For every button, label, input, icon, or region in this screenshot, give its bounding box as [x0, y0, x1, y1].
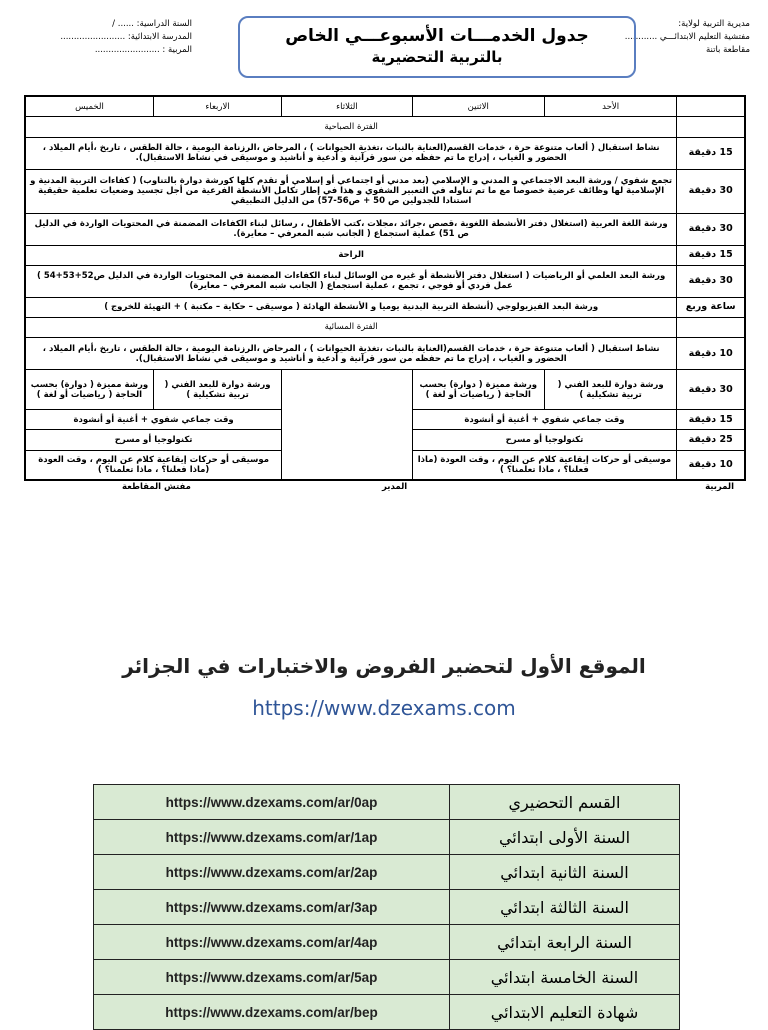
- day-tuesday: الثلاثاء: [282, 96, 412, 117]
- row-duration: 10 دقيقة: [677, 450, 745, 480]
- row-duration: 30 دقيقة: [677, 370, 745, 410]
- level-url-link[interactable]: https://www.dzexams.com/ar/0ap: [94, 785, 450, 820]
- title-line-2: بالتربية التحضيرية: [371, 48, 503, 66]
- signature-director: المدير: [382, 482, 408, 492]
- table-row: [94, 995, 680, 1030]
- row-duration: 10 دقيقة: [677, 338, 745, 370]
- header-school-name: المدرسة الابتدائية: ........................: [60, 32, 192, 42]
- title-line-1: جدول الخدمـــات الأسبوعـــي الخاص: [285, 26, 589, 46]
- day-wednesday: الاربعاء: [153, 96, 281, 117]
- day-thursday: الخميس: [25, 96, 153, 117]
- row-duration: ساعة وربع: [677, 297, 745, 317]
- signature-inspector: مفتش المقاطعة: [122, 482, 191, 492]
- table-row: [94, 925, 680, 960]
- header-admin-info: [625, 18, 750, 57]
- header-teacher: المربية : ........................: [94, 45, 192, 55]
- row-duration: 15 دقيقة: [677, 245, 745, 265]
- special-workshop-monday: ورشة مميزة ( دوارة) بحسب الحاجة ( رياضيات أو لغة ): [412, 370, 544, 410]
- table-row: [94, 820, 680, 855]
- signature-teacher: المربية: [705, 482, 734, 492]
- level-url-link[interactable]: https://www.dzexams.com/ar/3ap: [94, 890, 450, 925]
- level-url-link[interactable]: https://www.dzexams.com/ar/4ap: [94, 925, 450, 960]
- morning-period-label: الفترة الصباحية: [25, 117, 677, 137]
- technology-wed-thu: تكنولوجيا أو مسرح: [25, 430, 282, 450]
- science-math-workshop: ورشة البعد العلمي أو الرياضيات ( استغلال دفتر الأنشطة أو غيره من الوسائل لبناء الكفاءات المضمنة في المحتويات الواردة في الدليل ص52+53+54 ) عمل فردي أو فوجي ، تجمع ، عملية استجماع ( الجانب شبه المعرفي – معايرة): [25, 265, 677, 297]
- physiological-workshop: ورشة البعد الفيزيولوجي (أنشطة التربية البدنية يوميا و الأنشطة الهادئة ( موسيقى – حكاية – مكتبة ) + التهيئة للخروج ): [25, 297, 677, 317]
- level-label: السنة الثانية ابتدائي: [450, 855, 680, 890]
- header-inspectorate: مفتشية التعليم الابتدائـــي ............: [624, 32, 750, 42]
- weekly-schedule-table: [24, 95, 746, 481]
- site-url-link[interactable]: https://www.dzexams.com: [252, 696, 516, 720]
- day-sunday: الأحد: [544, 96, 676, 117]
- row-duration: 30 دقيقة: [677, 265, 745, 297]
- table-row: [94, 785, 680, 820]
- level-label: شهادة التعليم الابتدائي: [450, 995, 680, 1030]
- empty-cell: [677, 117, 745, 137]
- row-duration: 25 دقيقة: [677, 430, 745, 450]
- special-workshop-thursday: ورشة مميزة ( دوارة) بحسب الحاجة ( رياضيات أو لغة ): [25, 370, 153, 410]
- oral-gathering-workshop: تجمع شفوي / ورشة البعد الاجتماعي و المدني و الإسلامي (بعد مدني أو اجتماعي أو إسلامي أو تقدم كلها كورشة دوارة بالتناوب) ( كفاءات التربية المدنية و الإسلامية لها وظائف عرضية خصوصا مع ما تم تناوله في التعبير الشفوي و هذا في إطار تكامل الأنشطة الفرعية من أجل تجسيد وضعيات تعلمية حقيقية استنادا للجدولين ص 50 + ص56-57) من الدليل التطبيقي: [25, 169, 677, 213]
- day-monday: الاثنين: [412, 96, 544, 117]
- evening-reception-activity: نشاط استقبال ( ألعاب متنوعة حرة ، خدمات القسم(العناية بالنبات ،تغذية الحيوانات ) ، المرحاض ،الرزنامة اليومية ، حالة الطقس ، تاريخ ،أيام الميلاد ، الحضور و الغياب ، إدراج ما تم حفظه من سور قرآنية و أدعية و أناشيد و موسيقى في نشاط الاستقبال).: [25, 338, 677, 370]
- level-label: السنة الأولى ابتدائي: [450, 820, 680, 855]
- level-label: القسم التحضيري: [450, 785, 680, 820]
- levels-links-table: [93, 784, 680, 1030]
- table-row: [94, 960, 680, 995]
- row-duration: 30 دقيقة: [677, 169, 745, 213]
- header-school-info: [40, 18, 192, 57]
- art-workshop-wednesday: ورشة دوارة للبعد الفني ( تربية تشكيلية ): [153, 370, 281, 410]
- row-duration: 15 دقيقة: [677, 137, 745, 169]
- days-header-row: [25, 96, 745, 117]
- music-wed-thu: موسيقى أو حركات إيقاعية كلام عن اليوم ، وقت العودة (ماذا فعلنا؟ ، ماذا تعلمنا؟ ): [25, 450, 282, 480]
- technology-sun-mon: تكنولوجيا أو مسرح: [412, 430, 677, 450]
- evening-period-label: الفترة المسائية: [25, 317, 677, 337]
- tuesday-free-cell: [282, 370, 412, 480]
- site-headline: الموقع الأول لتحضير الفروض والاختبارات في الجزائر: [122, 654, 646, 678]
- empty-corner: [677, 96, 745, 117]
- table-row: [94, 890, 680, 925]
- empty-cell: [677, 317, 745, 337]
- arabic-language-workshop: ورشة اللغة العربية (استغلال دفتر الأنشطة اللغوية ،قصص ،جرائد ،مجلات ،كتب الأطفال ، رسائل لبناء الكفاءات المضمنة في المحتويات الواردة في الدليل ص 51) عملية استجماع ( الجانب شبه المعرفي – معايرة).: [25, 213, 677, 245]
- art-workshop-sunday: ورشة دوارة للبعد الفني ( تربية تشكيلية ): [544, 370, 676, 410]
- row-duration: 15 دقيقة: [677, 410, 745, 430]
- level-url-link[interactable]: https://www.dzexams.com/ar/5ap: [94, 960, 450, 995]
- music-sun-mon: موسيقى أو حركات إيقاعية كلام عن اليوم ، وقت العودة (ماذا فعلنا؟ ، ماذا تعلمنا؟ ): [412, 450, 677, 480]
- title-box: [238, 16, 636, 78]
- level-label: السنة الثالثة ابتدائي: [450, 890, 680, 925]
- level-label: السنة الرابعة ابتدائي: [450, 925, 680, 960]
- break-row: الراحة: [25, 245, 677, 265]
- header-school-year: السنة الدراسية: ...... /: [112, 19, 192, 29]
- level-url-link[interactable]: https://www.dzexams.com/ar/bep: [94, 995, 450, 1030]
- group-time-wed-thu: وقت جماعي شفوي + أغنية أو أنشودة: [25, 410, 282, 430]
- level-label: السنة الخامسة ابتدائي: [450, 960, 680, 995]
- header-district: مقاطعة باتنة: [705, 45, 750, 55]
- level-url-link[interactable]: https://www.dzexams.com/ar/1ap: [94, 820, 450, 855]
- table-row: [94, 855, 680, 890]
- level-url-link[interactable]: https://www.dzexams.com/ar/2ap: [94, 855, 450, 890]
- reception-activity: نشاط استقبال ( ألعاب متنوعة حرة ، خدمات القسم(العناية بالنبات ،تغذية الحيوانات ) ، المرحاض ،الرزنامة اليومية ، حالة الطقس ، تاريخ ،أيام الميلاد ، الحضور و الغياب ، إدراج ما تم حفظه من سور قرآنية و أدعية و أناشيد و موسيقى في نشاط الاستقبال).: [25, 137, 677, 169]
- header-directorate: مديرية التربية لولاية:: [678, 19, 750, 29]
- row-duration: 30 دقيقة: [677, 213, 745, 245]
- group-time-sun-mon: وقت جماعي شفوي + أغنية أو أنشودة: [412, 410, 677, 430]
